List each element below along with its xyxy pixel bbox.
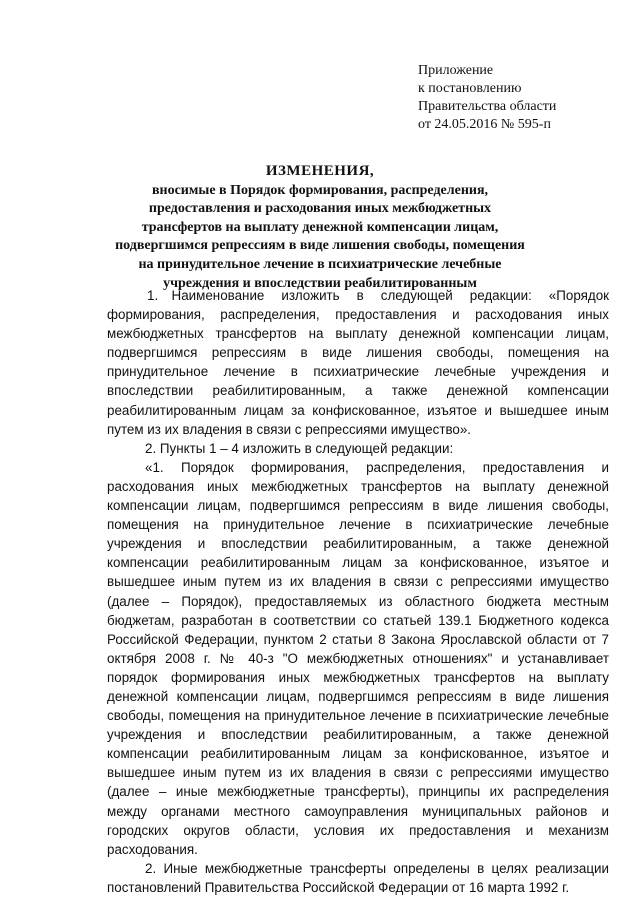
appendix-header — [418, 62, 618, 134]
appendix-line: Правительства области — [418, 99, 557, 114]
document-title — [108, 162, 532, 293]
paragraph: «1. Порядок формирования, распределения, предоставления и расходования иных межбюджетных трансфертов на выплату денежной компенсации лицам, подвергшимся репрессиям в виде лишения свободы, помещения на принудительное лечение в психиатрические лечебные учреждения и впоследствии реабилитированным, а также денежной компенсации реабилитированным лицам за конфискованное, изъятое и вышедшее иным путем из их владения в связи с репрессиями имущество (далее – Порядок), предоставляемых из областного бюджета местным бюджетам, разработан в соответствии со статьей 139.1 Бюджетного кодекса Российской Федерации, пунктом 2 статьи 8 Закона Ярославской области от 7 октября 2008 г. № 40-з "О межбюджетных отношениях" и устанавливает порядок формирования иных межбюджетных трансфертов на выплату денежной компенсации лицам, подвергшимся репрессиям в виде лишения свободы, помещения на принудительное лечение в психиатрические лечебные учреждения и впоследствии реабилитированным, а также денежной компенсации реабилитированным лицам за конфискованное, изъятое и вышедшее иным путем из их владения в связи с репрессиями имущество (далее – иные межбюджетные трансферты), принципы их распределения между органами местного самоуправления муниципальных районов и городских округов области, условия их предоставления и механизм расходования. — [107, 459, 609, 857]
title-subtitle: вносимые в Порядок формирования, распределения, предоставления и расходования иных межбюджетных трансфертов на выплату денежной компенсации лицам, подвергшимся репрессиям в виде лишения свободы, помещения на принудительное лечение в психиатрические лечебные учреждения и впоследствии реабилитированным — [115, 182, 525, 291]
appendix-line: к постановлению — [418, 81, 522, 96]
paragraph: 1. Наименование изложить в следующей редакции: «Порядок формирования, распределения, предоставления и расходования иных межбюджетных трансфертов на выплату денежной компенсации лицам, подвергшимся репрессиям в виде лишения свободы, помещения на принудительное лечение в психиатрические лечебные учреждения и впоследствии реабилитированным, а также денежной компенсации реабилитированным лицам за конфискованное, изъятое и вышедшее иным путем из их владения в связи с репрессиями имущество». — [107, 288, 609, 437]
appendix-line: Приложение — [418, 63, 494, 78]
document-body — [107, 286, 609, 897]
paragraph: 2. Пункты 1 – 4 изложить в следующей редакции: — [145, 440, 454, 456]
appendix-line: от 24.05.2016 № 595-п — [418, 117, 551, 132]
paragraph: 2. Иные межбюджетные трансферты определены в целях реализации постановлений Правительства Российской Федерации от 16 марта 1992 г. — [107, 860, 609, 895]
title-main: ИЗМЕНЕНИЯ, — [265, 163, 375, 179]
